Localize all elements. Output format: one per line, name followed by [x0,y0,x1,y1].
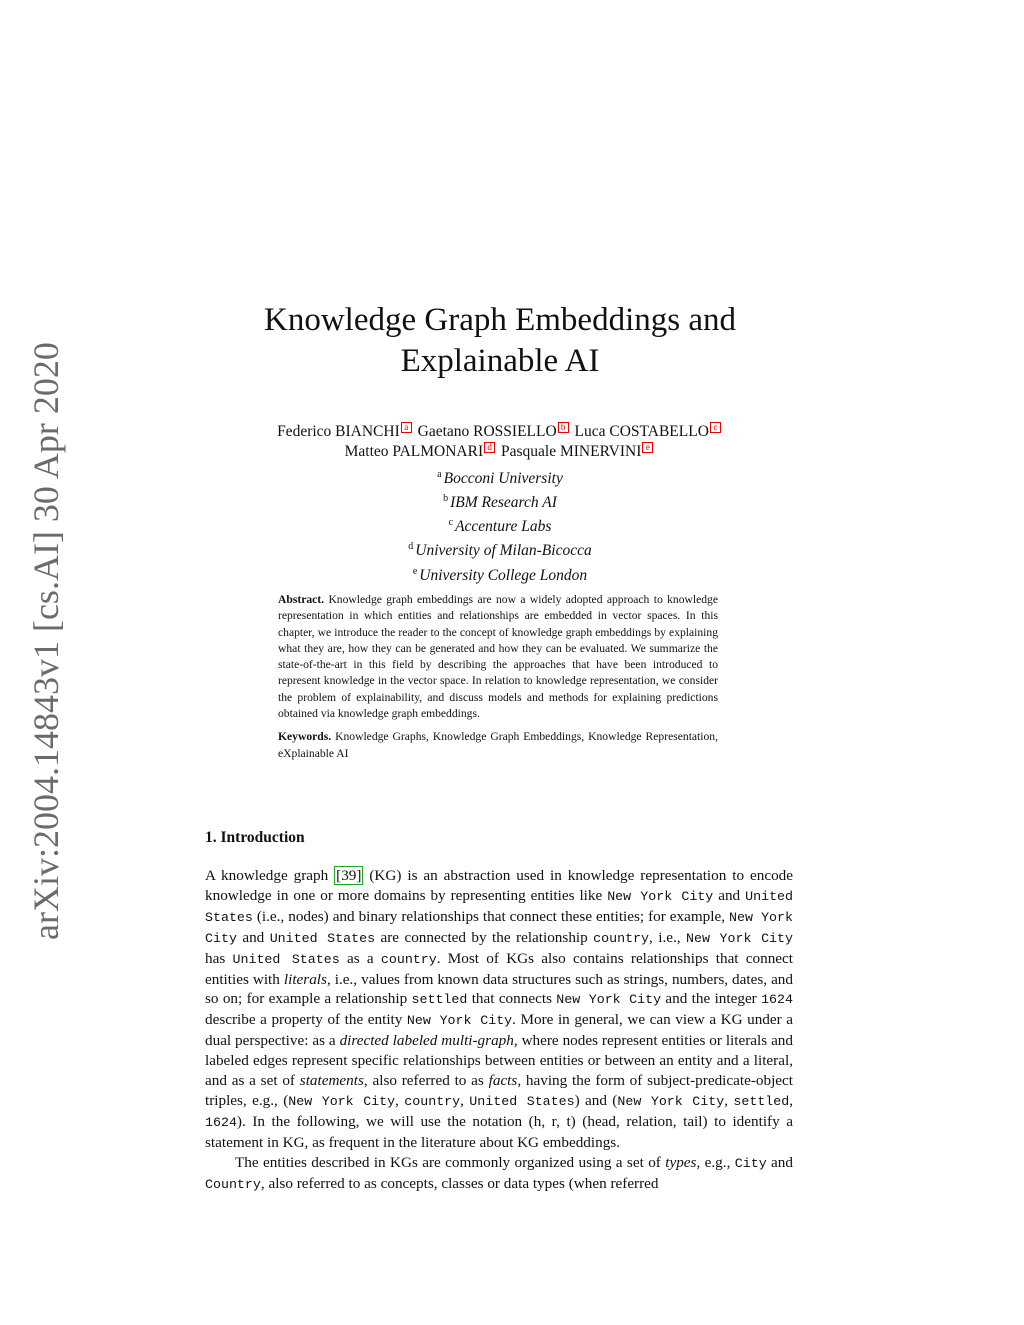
title-line-2: Explainable AI [400,343,600,379]
abstract-text: Knowledge graph embeddings are now a widely adopted approach to knowledge representation in which entities and relationships are embedded in vector spaces. In this chapter, we introduce the reader to the concept of knowledge graph embeddings by explaining what they are, how they can be generated and how they can be evaluated. We summarize the state-of-the-art in this field by describing the approaches that have been introduced to represent knowledge in the vector space. In relation to knowledge representation, we consider the problem of explainability, and discuss models and methods for explaining predictions obtained via knowledge graph embeddings. [278,593,719,721]
author-line-2 [0,442,1000,462]
body-text [205,866,793,1195]
author-line-1 [0,422,1000,442]
affiliation-link[interactable]: e [642,442,653,453]
abstract-paragraph [278,592,718,722]
title-line-1: Knowledge Graph Embeddings and [264,302,736,338]
author-name: Gaetano ROSSIELLO [417,423,557,441]
author-name: Luca COSTABELLO [574,423,709,441]
affiliation-link[interactable]: d [484,442,495,453]
affiliation-link[interactable]: b [558,422,569,433]
keywords-paragraph [278,729,718,762]
keywords-label: Keywords. [278,730,332,744]
affiliation: $^a$ Bocconi University [437,469,563,488]
paragraph-1: A knowledge graph [39] (KG) is an abstraction used in knowledge representation to encode knowledge in one or more domains by representing entities like New York City and United States (i.e., nodes) and binary relationships that connect these entities; for example, New York City and United States are connected by the relationship country, i.e., New York City has United States as a country. Most of KGs also contains relationships that connect entities with literals, i.e., values from known data structures such as strings, numbers, dates, and so on; for example a relationship settled that connects New York City and the integer 1624 describe a property of the entity New York City. More in general, we can view a KG under a dual perspective: as a directed labeled multi-graph, where nodes represent entities or literals and labeled edges represent specific relationships between entities or between an entity and a literal, and as a set of statements, also referred to as facts, having the form of subject-predicate-object triples, e.g., (New York City, country, United States) and (New York City, settled, 1624). In the following, we will use the notation (h, r, t) (head, relation, tail) to identify a statement in KG, as frequent in the literature about KG embeddings. [205,867,794,1151]
paper-title [0,300,1000,382]
citation-link[interactable]: [39] [336,867,362,884]
affiliation-list [0,465,1000,586]
abstract [278,592,718,769]
affiliation: $^e$ University College London [412,565,588,584]
section-heading: 1. Introduction [205,829,305,846]
affiliation: $^d$ University of Milan-Bicocca [408,541,592,560]
author-name: Federico BIANCHI [277,423,400,441]
author-list [0,422,1000,462]
affiliation-link[interactable]: a [401,422,412,433]
keywords-text: Knowledge Graphs, Knowledge Graph Embeddings, Knowledge Representation, eXplainable AI [278,730,718,760]
affiliation: $^c$ Accenture Labs [448,517,552,536]
arxiv-stamp: arXiv:2004.14843v1 [cs.AI] 30 Apr 2020 [26,342,66,940]
affiliation: $^b$ IBM Research AI [443,493,557,512]
abstract-label: Abstract. [278,593,325,606]
author-name: Matteo PALMONARI [344,443,484,461]
affiliation-link[interactable]: c [710,422,721,433]
author-name: Pasquale MINERVINI [501,443,642,461]
paragraph-2: The entities described in KGs are commonly organized using a set of types, e.g., City and Country, also referred to as concepts, classes or data types (when referred [205,1153,793,1192]
